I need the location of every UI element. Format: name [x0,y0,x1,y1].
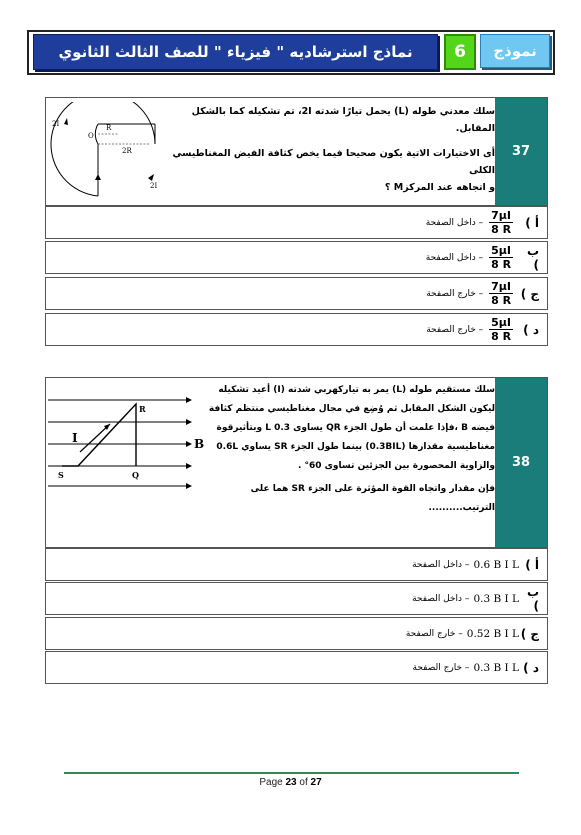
question-text-line: والزاوية المحصورة بين الجزئين تساوى 60° . [297,461,495,471]
option-fraction: $\frac{5\mu I}{8 R}$ [491,316,512,343]
question-text-line: و اتجاهه عند المركزM ؟ [384,182,495,193]
field-lines [48,400,186,486]
option-37-a[interactable] [45,206,548,239]
current-page-number: 23 [285,777,297,788]
question-text-line: مغناطيسية مقدارها (0.3BIL) بينما طول الجزء SR يساوي 0.6L [216,442,495,452]
option-direction: – خارج الصفحة [426,324,484,335]
option-letter: ج ) [520,626,539,641]
option-letter: ج ) [520,286,539,301]
option-direction: – داخل الصفحة [412,559,470,570]
label-b: B [194,437,205,451]
footer-middle: of [296,777,311,788]
field-arrowheads [186,397,192,489]
label-r: R [139,404,146,414]
question-text [205,381,495,518]
option-direction: – داخل الصفحة [425,217,484,228]
figure-38-diagram [48,382,208,492]
total-pages: 27 [310,777,322,788]
footer-prefix: Page [259,777,286,788]
small-arc [95,124,98,144]
question-text-line: أى الاختيارات الاتية يكون صحيحا فيما يخص كثافة الفيض المغناطيسي الكلى [172,148,495,176]
question-number: 37 [495,98,547,205]
option-fraction: $\frac{7\mu I}{8 R}$ [491,209,512,236]
option-direction: – داخل الصفحة [425,252,484,263]
option-37-c[interactable] [45,277,548,310]
question-text-line: فإن مقدار واتجاه القوة المؤثرة على الجزء SR هما على [250,484,495,494]
figure-37-diagram [50,102,170,202]
option-38-b[interactable] [45,582,548,615]
label-2r: 2R [122,147,132,155]
arrow-top-icon [64,118,68,125]
question-38-block [45,377,548,548]
page-title: نماذج استرشاديه " فيزياء " للصف الثالث الثانوي [33,34,438,70]
arrow-right-icon [148,174,154,181]
question-37-block [45,97,548,206]
option-letter: أ ) [525,557,539,572]
label-s: S [58,470,64,480]
question-text-line: سلك مستقيم طوله (L) يمر به تياركهربي شدته (I) أعيد تشكيله [218,385,495,395]
option-value: 0.52 B I L [466,627,519,640]
option-letter: د ) [523,322,539,337]
option-37-b[interactable] [45,241,548,274]
option-38-d[interactable] [45,651,548,684]
option-letter: ب ) [526,243,539,272]
option-direction: – خارج الصفحة [426,288,484,299]
arrow-up-icon [95,174,101,180]
question-text-line: ليكون الشكل المقابل ثم وُضِع في مجال مغناطيسي منتظم كثافة [208,404,495,414]
option-letter: ب ) [526,584,539,613]
footer-divider [64,772,519,774]
option-fraction: $\frac{7\mu I}{8 R}$ [491,280,512,307]
option-letter: د ) [523,660,539,675]
model-number-badge: 6 [444,34,476,70]
option-value: 0.3 B I L [473,661,519,674]
question-number: 38 [495,378,547,547]
label-r: R [106,124,112,132]
option-37-d[interactable] [45,313,548,346]
model-label-badge: نموذج [480,34,550,68]
question-text-line: سلك معدني طوله (L) يحمل تيارًا شدته 2I، تم تشكيله كما بالشكل المقابل. [191,106,495,134]
label-o: O [88,132,94,140]
option-value: 0.6 B I L [473,558,519,571]
label-2i-bottom: 2I [150,182,158,190]
option-value: 0.3 B I L [473,592,519,605]
question-text [165,103,495,196]
label-q: Q [132,470,139,480]
question-text-line: الترتيب.......... [428,503,495,513]
option-direction: – خارج الصفحة [412,662,470,673]
option-direction: – داخل الصفحة [412,593,470,604]
page-footer [0,777,581,788]
option-38-c[interactable] [45,617,548,650]
question-text-line: فيضه B ،فإذا علمت أن طول الجزء QR يساوى 0.3 L وبتأثيرقوة [216,423,495,433]
label-2i-top: 2I [52,120,60,128]
label-i: I [72,431,78,445]
option-fraction: $\frac{5\mu I}{8 R}$ [491,244,512,271]
option-38-a[interactable] [45,548,548,581]
large-arc [51,102,158,196]
option-letter: أ ) [525,215,539,230]
option-direction: – خارج الصفحة [405,628,463,639]
